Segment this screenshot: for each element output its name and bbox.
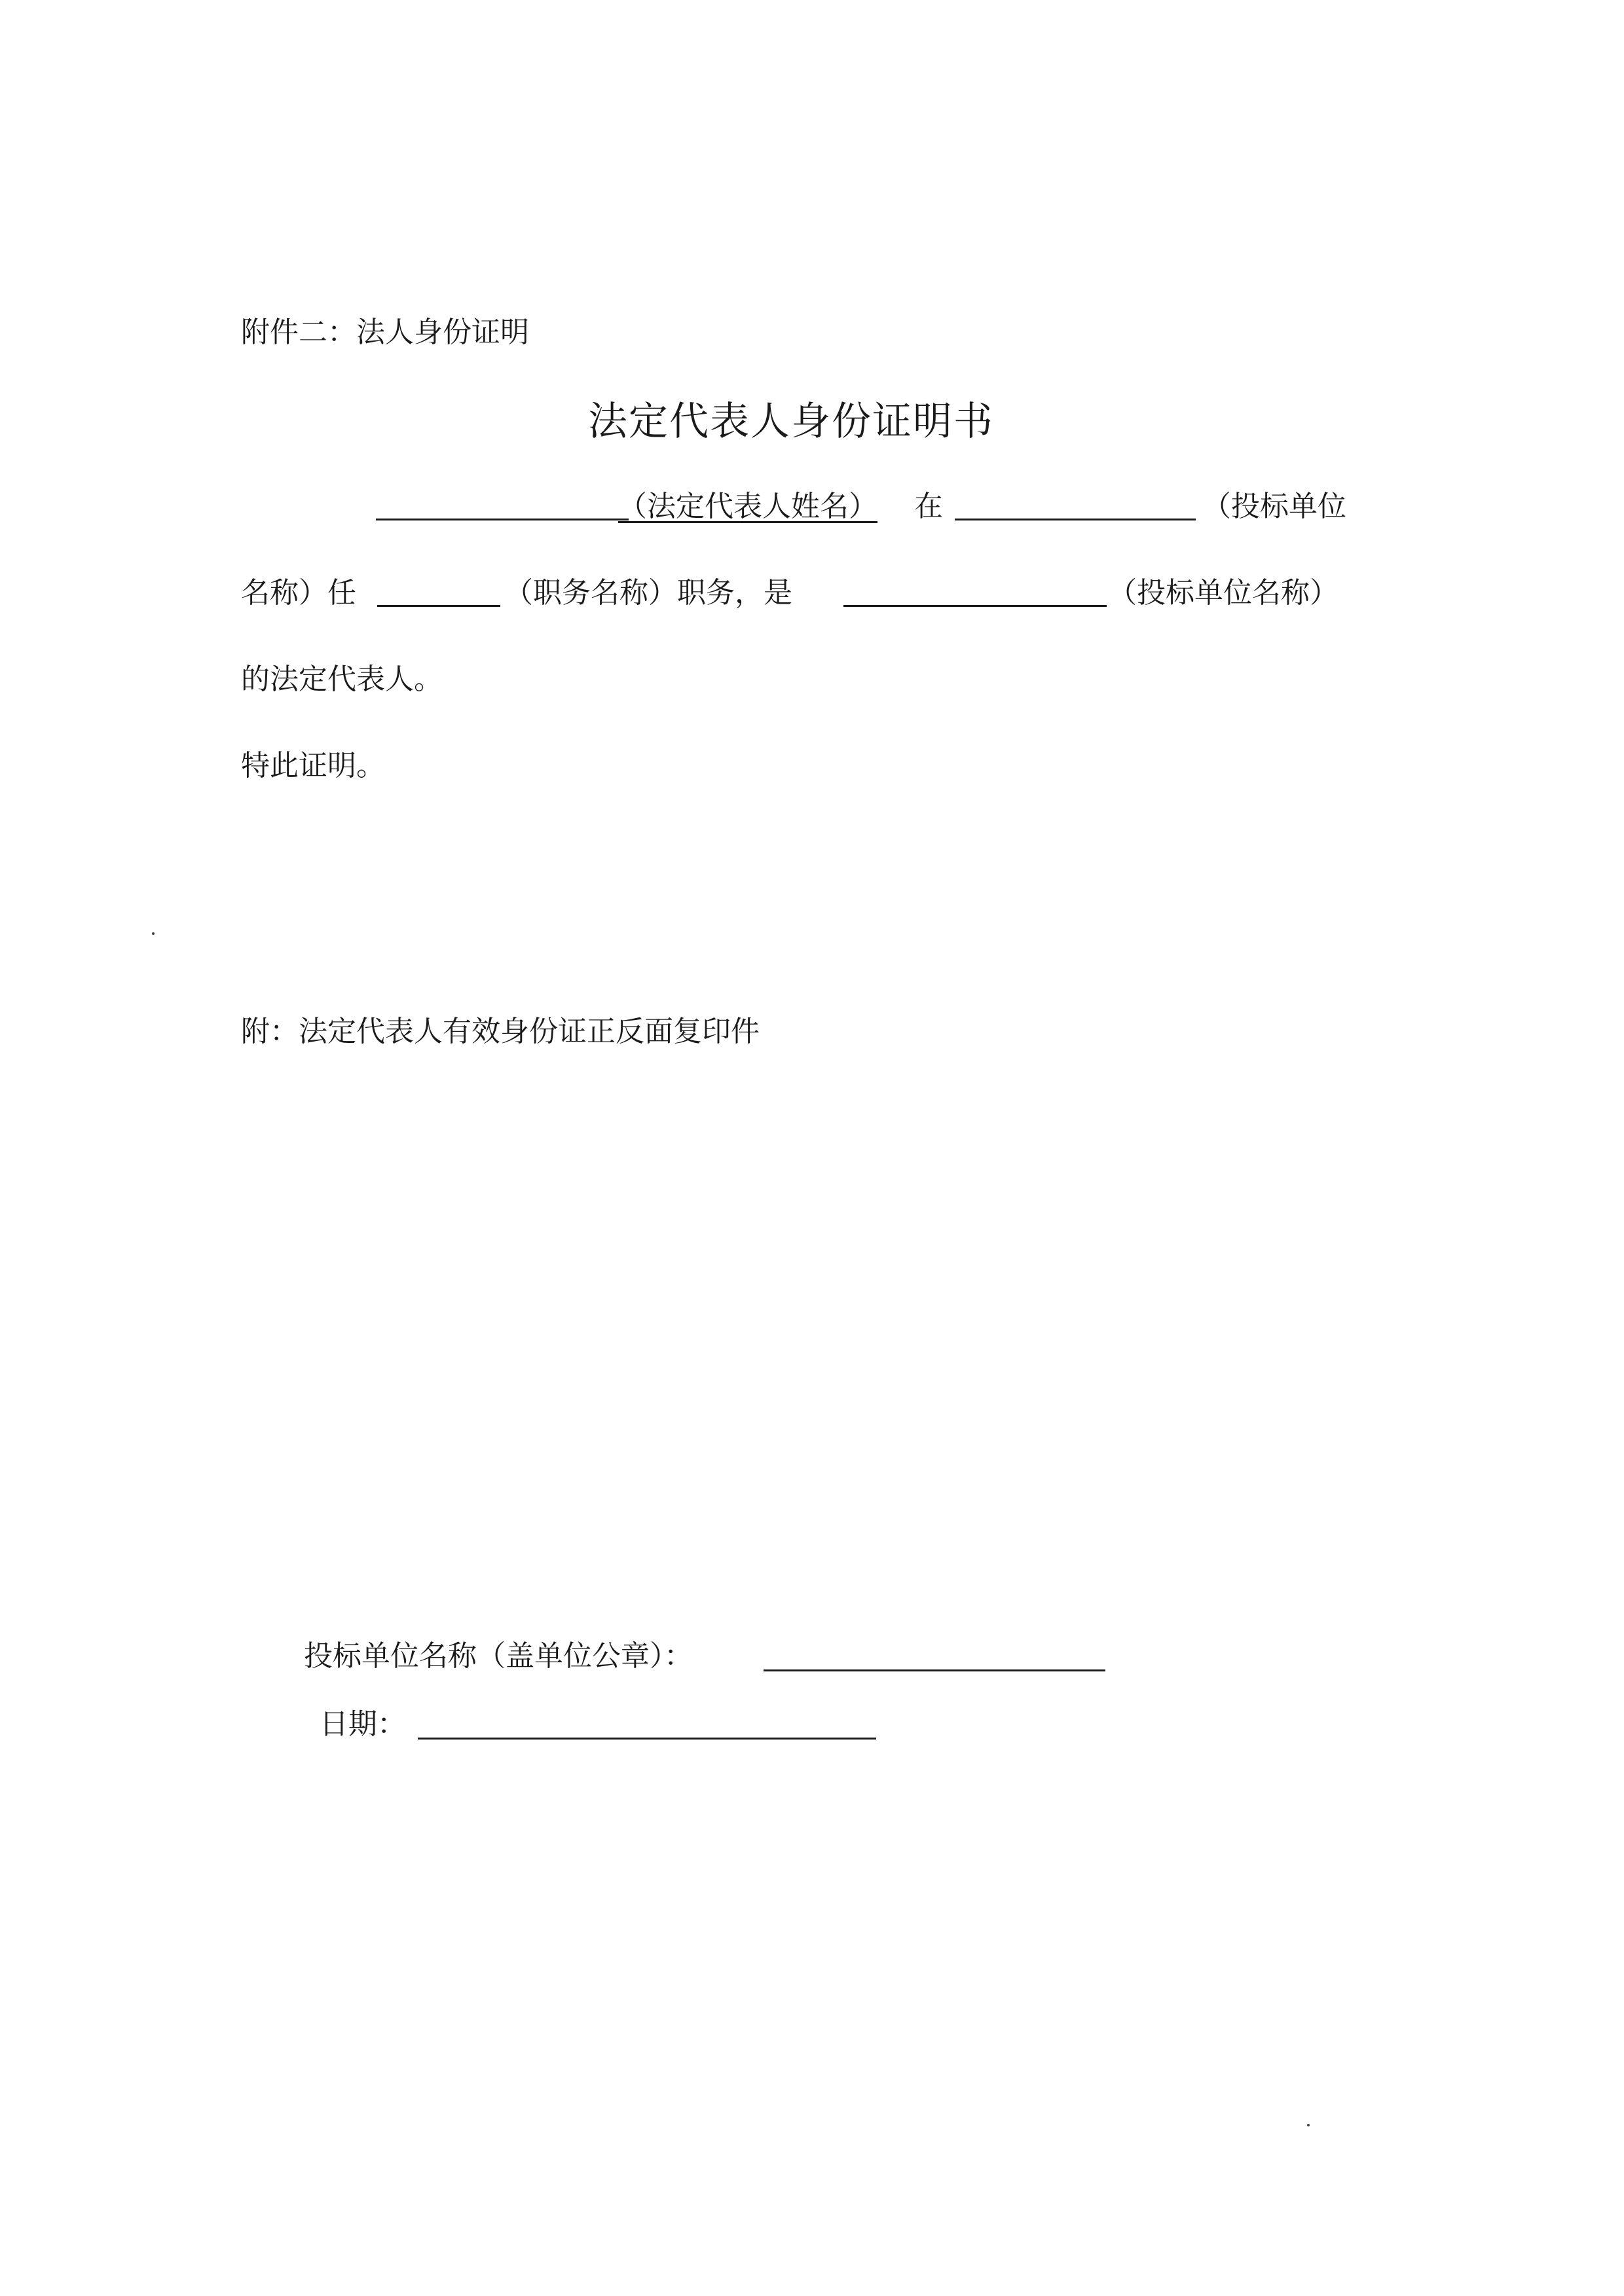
legal-rep-name-hint: （法定代表人姓名）	[618, 490, 877, 523]
at-text: 在	[914, 490, 943, 523]
bidder-unit-hint-part2: 名称）任	[241, 576, 356, 610]
legal-rep-name-blank[interactable]	[376, 519, 629, 520]
unit-name-seal-label: 投标单位名称（盖单位公章）：	[304, 1639, 693, 1673]
bidder-unit-name-hint: （投标单位名称）	[1108, 576, 1338, 610]
position-hint: （职务名称）职务，是	[504, 576, 792, 610]
scan-speck	[152, 932, 155, 935]
unit-name-seal-blank[interactable]	[764, 1669, 1105, 1671]
position-blank[interactable]	[377, 605, 500, 607]
bidder-unit-name-blank[interactable]	[843, 605, 1107, 607]
bidder-unit-blank[interactable]	[955, 519, 1196, 520]
attachment-note: 附：法定代表人有效身份证正反面复印件	[241, 1015, 760, 1048]
date-label: 日期：	[320, 1707, 406, 1741]
scan-speck	[1307, 2124, 1310, 2126]
date-blank[interactable]	[418, 1738, 876, 1740]
attachment-heading: 附件二：法人身份证明	[241, 316, 529, 349]
bidder-unit-hint-part1: （投标单位	[1202, 490, 1346, 523]
legal-rep-statement: 的法定代表人。	[241, 663, 443, 696]
certify-text: 特此证明。	[241, 749, 385, 782]
document-title: 法定代表人身份证明书	[588, 399, 994, 445]
